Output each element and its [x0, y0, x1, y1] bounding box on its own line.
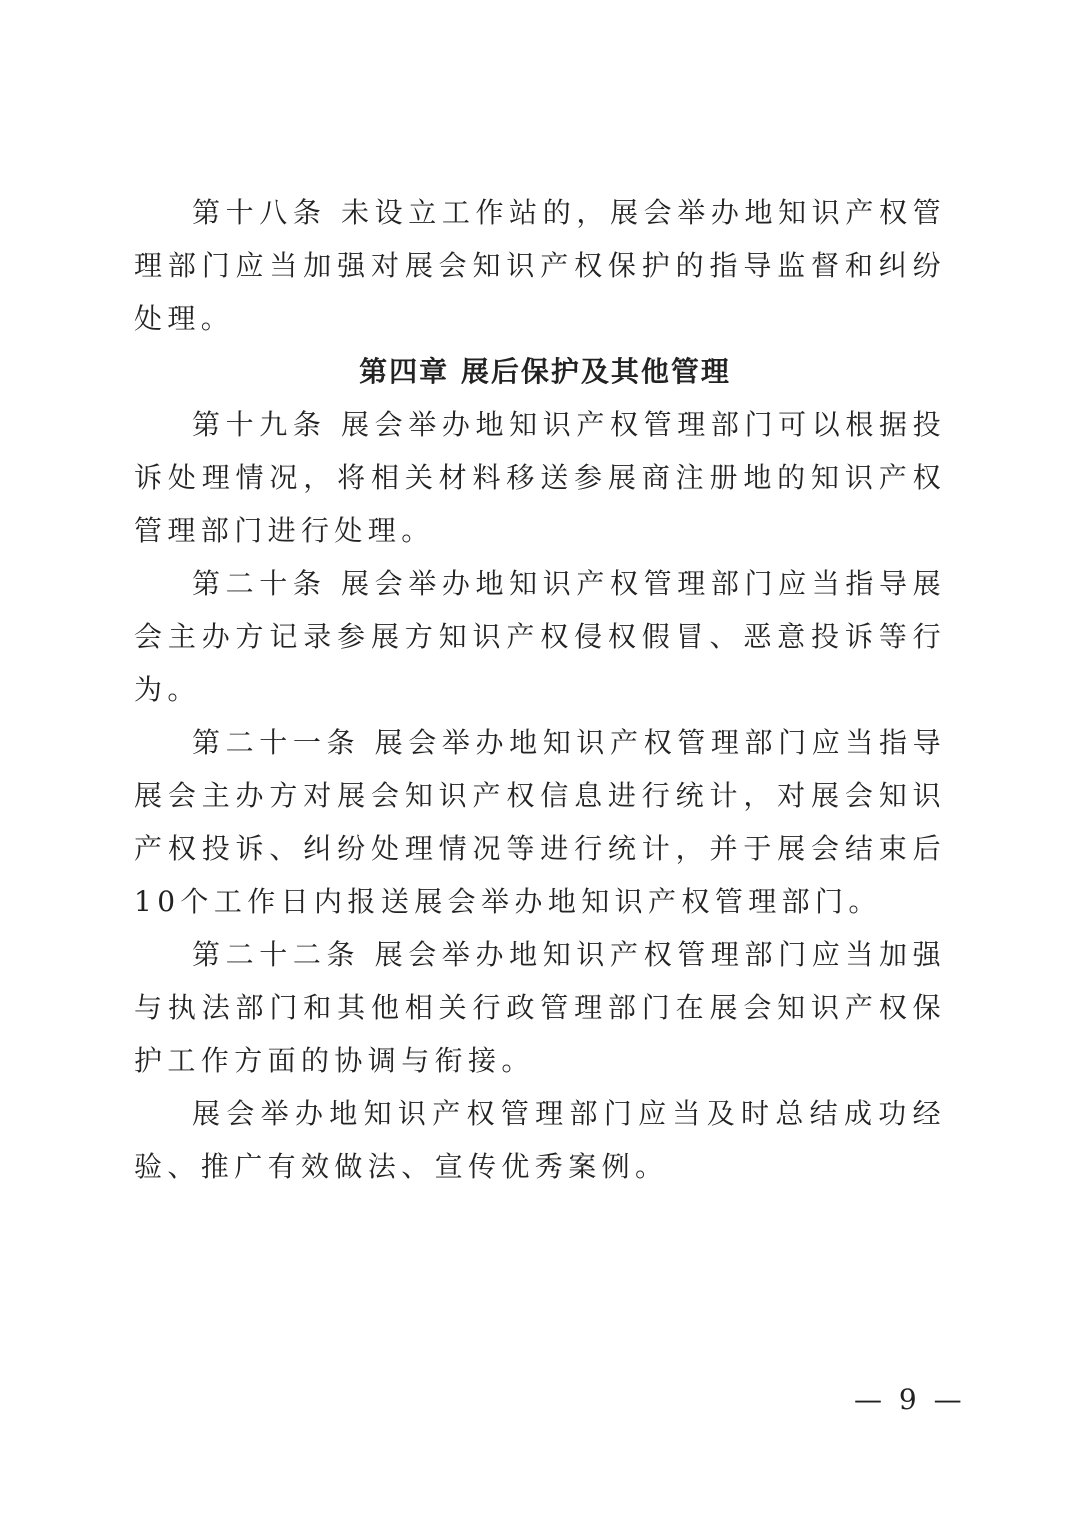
article-20-paragraph: 第二十条 展会举办地知识产权管理部门应当指导展会主办方记录参展方知识产权侵权假冒、恶意投诉等行为。 — [134, 567, 946, 706]
article-22-paragraph: 第二十二条 展会举办地知识产权管理部门应当加强与执法部门和其他相关行政管理部门在展会知识产权保护工作方面的协调与衔接。 — [134, 938, 946, 1077]
article-18-paragraph: 第十八条 未设立工作站的，展会举办地知识产权管理部门应当加强对展会知识产权保护的指导监督和纠纷处理。 — [134, 196, 946, 335]
article-21-paragraph: 第二十一条 展会举办地知识产权管理部门应当指导展会主办方对展会知识产权信息进行统计，对展会知识产权投诉、纠纷处理情况等进行统计，并于展会结束后10个工作日内报送展会举办地知识产权管理部门。 — [134, 726, 946, 918]
document-body — [134, 186, 946, 1193]
page-number: — 9 — — [854, 1383, 966, 1416]
article-19-paragraph: 第十九条 展会举办地知识产权管理部门可以根据投诉处理情况，将相关材料移送参展商注册地的知识产权管理部门进行处理。 — [134, 408, 946, 547]
chapter-title: 第四章 展后保护及其他管理 — [359, 355, 731, 388]
closing-paragraph: 展会举办地知识产权管理部门应当及时总结成功经验、推广有效做法、宣传优秀案例。 — [134, 1097, 946, 1183]
